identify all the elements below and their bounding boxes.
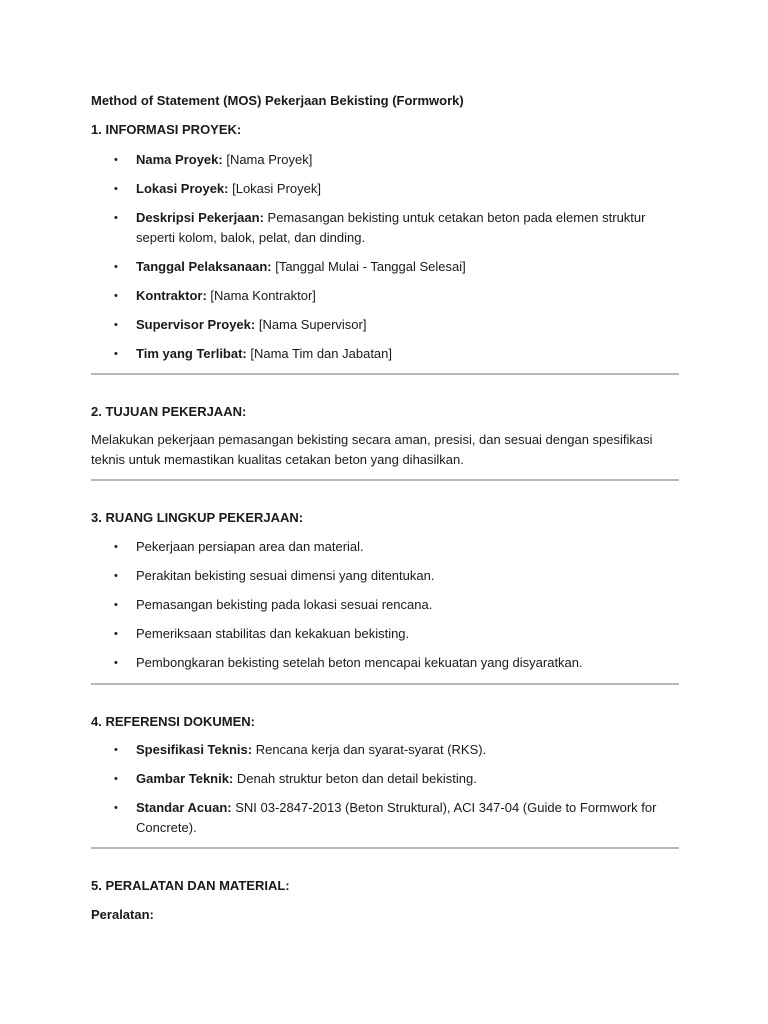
bullet-icon: • [114, 212, 118, 224]
item-label: Tim yang Terlibat: [136, 346, 247, 361]
list-item [91, 595, 679, 615]
section-4-heading: 4. REFERENSI DOKUMEN: [91, 714, 255, 729]
section-1-heading: 1. INFORMASI PROYEK: [91, 122, 242, 137]
section-5-heading: 5. PERALATAN DAN MATERIAL: [91, 878, 290, 893]
bullet-icon: • [114, 570, 118, 582]
item-text: SNI 03-2847-2013 (Beton Struktural), ACI 347-04 (Guide to Formwork for Concrete). [136, 800, 657, 835]
item-text: Denah struktur beton dan detail bekisting. [233, 771, 477, 786]
item-label: Gambar Teknik: [136, 771, 234, 786]
item-text: [Nama Tim dan Jabatan] [246, 346, 393, 361]
equipment-subheading: Peralatan: [91, 907, 154, 922]
list-item [91, 653, 679, 673]
section-2-heading: 2. TUJUAN PEKERJAAN: [91, 404, 247, 419]
item-label: Supervisor Proyek: [136, 317, 256, 332]
bullet-icon: • [114, 599, 118, 611]
list-item [91, 344, 679, 364]
item-label: Standar Acuan: [136, 800, 232, 815]
bullet-icon: • [114, 744, 118, 756]
reference-list [91, 740, 679, 847]
bullet-icon: • [114, 802, 118, 814]
list-item [91, 257, 679, 277]
section-divider [91, 683, 679, 685]
item-label: Deskripsi Pekerjaan: [136, 210, 264, 225]
bullet-icon: • [114, 261, 118, 273]
item-text: [Nama Supervisor] [255, 317, 367, 332]
item-text: Pemeriksaan stabilitas dan kekakuan bekisting. [136, 626, 410, 641]
bullet-icon: • [114, 773, 118, 785]
project-info-list [91, 150, 679, 373]
bullet-icon: • [114, 541, 118, 553]
item-text: [Nama Proyek] [222, 152, 313, 167]
list-item [91, 740, 679, 760]
item-text: Rencana kerja dan syarat-syarat (RKS). [252, 742, 487, 757]
item-label: Kontraktor: [136, 288, 207, 303]
list-item [91, 624, 679, 644]
bullet-icon: • [114, 628, 118, 640]
list-item [91, 566, 679, 586]
section-2-body: Melakukan pekerjaan pemasangan bekisting secara aman, presisi, dan sesuai dengan spesifikasi teknis untuk memastikan kualitas cetakan beton yang dihasilkan. [91, 432, 653, 467]
list-item [91, 208, 679, 248]
list-item [91, 150, 679, 170]
item-text: [Tanggal Mulai - Tanggal Selesai] [271, 259, 466, 274]
bullet-icon: • [114, 348, 118, 360]
list-item [91, 315, 679, 335]
bullet-icon: • [114, 319, 118, 331]
item-text: Pekerjaan persiapan area dan material. [136, 539, 364, 554]
list-item [91, 179, 679, 199]
bullet-icon: • [114, 183, 118, 195]
list-item [91, 286, 679, 306]
item-label: Lokasi Proyek: [136, 181, 229, 196]
item-label: Nama Proyek: [136, 152, 223, 167]
section-3-heading: 3. RUANG LINGKUP PEKERJAAN: [91, 510, 304, 525]
bullet-icon: • [114, 657, 118, 669]
item-text: Pemasangan bekisting pada lokasi sesuai rencana. [136, 597, 433, 612]
item-text: [Lokasi Proyek] [228, 181, 321, 196]
item-text: Perakitan bekisting sesuai dimensi yang ditentukan. [136, 568, 435, 583]
list-item [91, 537, 679, 557]
bullet-icon: • [114, 290, 118, 302]
item-text: [Nama Kontraktor] [206, 288, 316, 303]
document-title: Method of Statement (MOS) Pekerjaan Bekisting (Formwork) [91, 93, 464, 108]
section-divider [91, 373, 679, 375]
section-divider [91, 847, 679, 849]
list-item [91, 769, 679, 789]
item-label: Spesifikasi Teknis: [136, 742, 253, 757]
item-text: Pemasangan bekisting untuk cetakan beton pada elemen struktur seperti kolom, balok, pelat, dan dinding. [136, 210, 646, 245]
item-text: Pembongkaran bekisting setelah beton mencapai kekuatan yang disyaratkan. [136, 655, 583, 670]
bullet-icon: • [114, 154, 118, 166]
scope-list [91, 537, 679, 682]
item-label: Tanggal Pelaksanaan: [136, 259, 272, 274]
list-item [91, 798, 679, 838]
section-divider [91, 479, 679, 481]
